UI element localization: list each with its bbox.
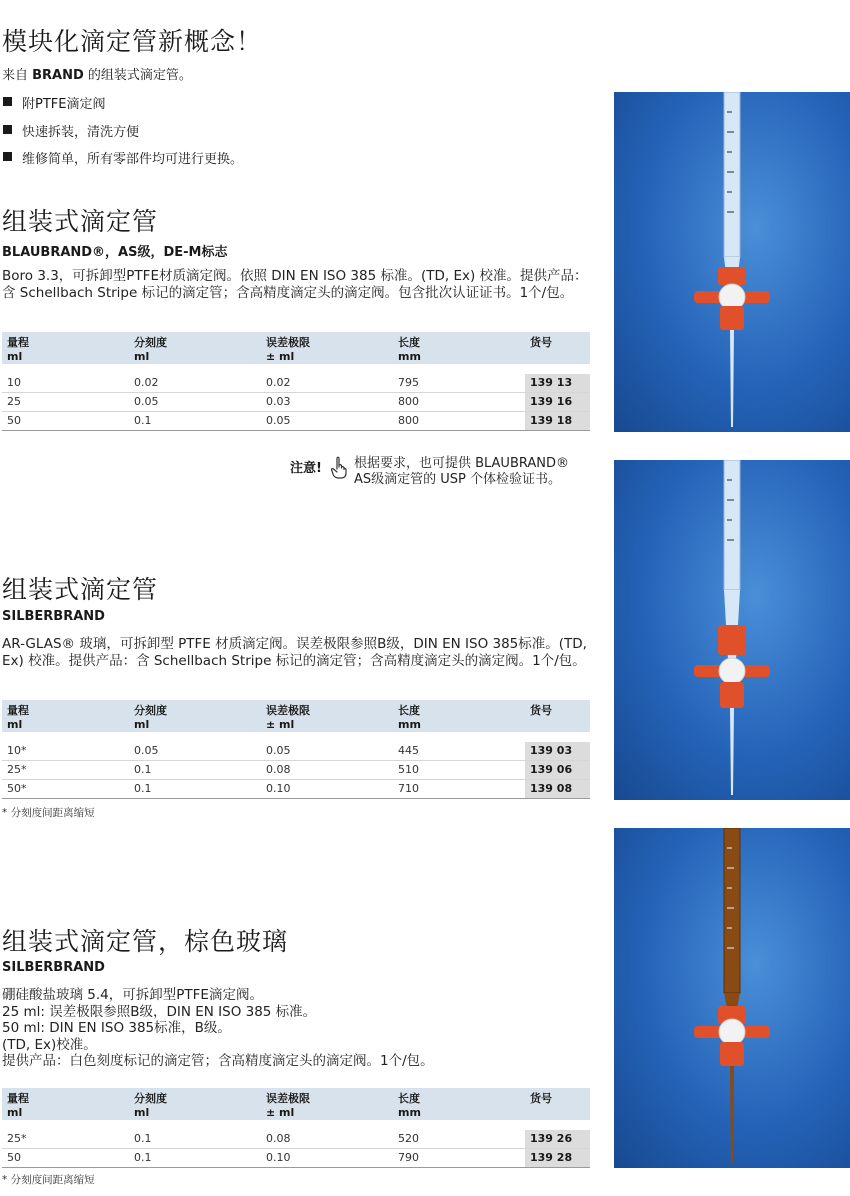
burette-photo-clear xyxy=(614,92,850,432)
intro-text: 来自 BRAND 的组装式滴定管。 xyxy=(2,68,192,83)
square-bullet-icon xyxy=(3,97,12,106)
col-header-subdivision: 分刻度 ml xyxy=(129,1088,261,1120)
col-header-subdivision: 分刻度 ml xyxy=(129,700,261,732)
burette-photo-silberbrand xyxy=(614,460,850,800)
catalog-number: 139 08 xyxy=(525,780,590,799)
catalog-number: 139 28 xyxy=(525,1149,590,1168)
col-header-length: 长度 mm xyxy=(393,332,525,364)
col-header-catalog: 货号 xyxy=(525,700,590,732)
table-row: 50 0.1 0.05 800 139 18 xyxy=(2,412,590,431)
square-bullet-icon xyxy=(3,152,12,161)
footnote: * 分刻度间距离缩短 xyxy=(2,1174,95,1186)
brand-name: BRAND xyxy=(32,68,84,83)
col-header-catalog: 货号 xyxy=(525,1088,590,1120)
section-subtitle: SILBERBRAND xyxy=(2,609,105,624)
section-description: Boro 3.3，可拆卸型PTFE材质滴定阀。依照 DIN EN ISO 385 标准。(TD, Ex) 校准。提供产品：含 Schellbach Stripe 标记的滴定管；含高精度滴定头的滴定阀。包含批次认证证书。1个/包。 xyxy=(2,268,588,301)
table-row: 25* 0.1 0.08 520 139 26 xyxy=(2,1130,590,1149)
section-subtitle: BLAUBRAND®，AS级，DE-M标志 xyxy=(2,245,228,260)
feature-item: 维修简单，所有零部件均可进行更换。 xyxy=(2,148,243,176)
section-title: 组装式滴定管 xyxy=(2,207,159,236)
catalog-number: 139 13 xyxy=(525,374,590,393)
note-box: 注意! 根据要求，也可提供 BLAUBRAND® AS级滴定管的 USP 个体检验证书。 xyxy=(290,456,569,487)
col-header-volume: 量程 ml xyxy=(2,1088,129,1120)
col-header-tolerance: 误差极限 ± ml xyxy=(261,332,393,364)
section-description: 硼硅酸盐玻璃 5.4，可拆卸型PTFE滴定阀。 25 ml: 误差极限参照B级，DIN EN ISO 385 标准。 50 ml: DIN EN ISO 385标准，B级。 (TD, Ex)校准。 提供产品：白色刻度标记的滴定管；含高精度滴定头的滴定阀。1个/包。 xyxy=(2,987,434,1069)
col-header-length: 长度 mm xyxy=(393,1088,525,1120)
section-description: AR-GLAS® 玻璃，可拆卸型 PTFE 材质滴定阀。误差极限参照B级，DIN EN ISO 385标准。(TD, Ex) 校准。提供产品：含 Schellbach Stripe 标记的滴定管；含高精度滴定头的滴定阀。1个/包。 xyxy=(2,636,587,669)
table-header-row xyxy=(2,1088,590,1120)
col-header-tolerance: 误差极限 ± ml xyxy=(261,1088,393,1120)
pointing-hand-icon xyxy=(328,456,350,480)
catalog-number: 139 18 xyxy=(525,412,590,431)
table-row: 10* 0.05 0.05 445 139 03 xyxy=(2,742,590,761)
square-bullet-icon xyxy=(3,125,12,134)
feature-item: 快速拆装，清洗方便 xyxy=(2,121,243,149)
table-row: 25 0.05 0.03 800 139 16 xyxy=(2,393,590,412)
catalog-number: 139 06 xyxy=(525,761,590,780)
page-title: 模块化滴定管新概念！ xyxy=(2,27,263,56)
table-header-row xyxy=(2,332,590,364)
feature-list xyxy=(2,93,243,176)
table-row: 50* 0.1 0.10 710 139 08 xyxy=(2,780,590,799)
feature-item: 附PTFE滴定阀 xyxy=(2,93,243,121)
note-label: 注意! xyxy=(290,461,322,476)
table-header-row xyxy=(2,700,590,732)
section-subtitle: SILBERBRAND xyxy=(2,960,105,975)
section-title: 组装式滴定管 xyxy=(2,575,159,604)
col-header-catalog: 货号 xyxy=(525,332,590,364)
burette-photo-amber xyxy=(614,828,850,1168)
col-header-tolerance: 误差极限 ± ml xyxy=(261,700,393,732)
table-row: 10 0.02 0.02 795 139 13 xyxy=(2,374,590,393)
spec-table xyxy=(2,1088,590,1168)
catalog-number: 139 16 xyxy=(525,393,590,412)
col-header-volume: 量程 ml xyxy=(2,332,129,364)
spec-table xyxy=(2,700,590,799)
catalog-number: 139 03 xyxy=(525,742,590,761)
catalog-number: 139 26 xyxy=(525,1130,590,1149)
section-title: 组装式滴定管，棕色玻璃 xyxy=(2,927,289,956)
col-header-subdivision: 分刻度 ml xyxy=(129,332,261,364)
col-header-length: 长度 mm xyxy=(393,700,525,732)
col-header-volume: 量程 ml xyxy=(2,700,129,732)
table-row: 50 0.1 0.10 790 139 28 xyxy=(2,1149,590,1168)
spec-table xyxy=(2,332,590,431)
table-row: 25* 0.1 0.08 510 139 06 xyxy=(2,761,590,780)
footnote: * 分刻度间距离缩短 xyxy=(2,807,95,819)
